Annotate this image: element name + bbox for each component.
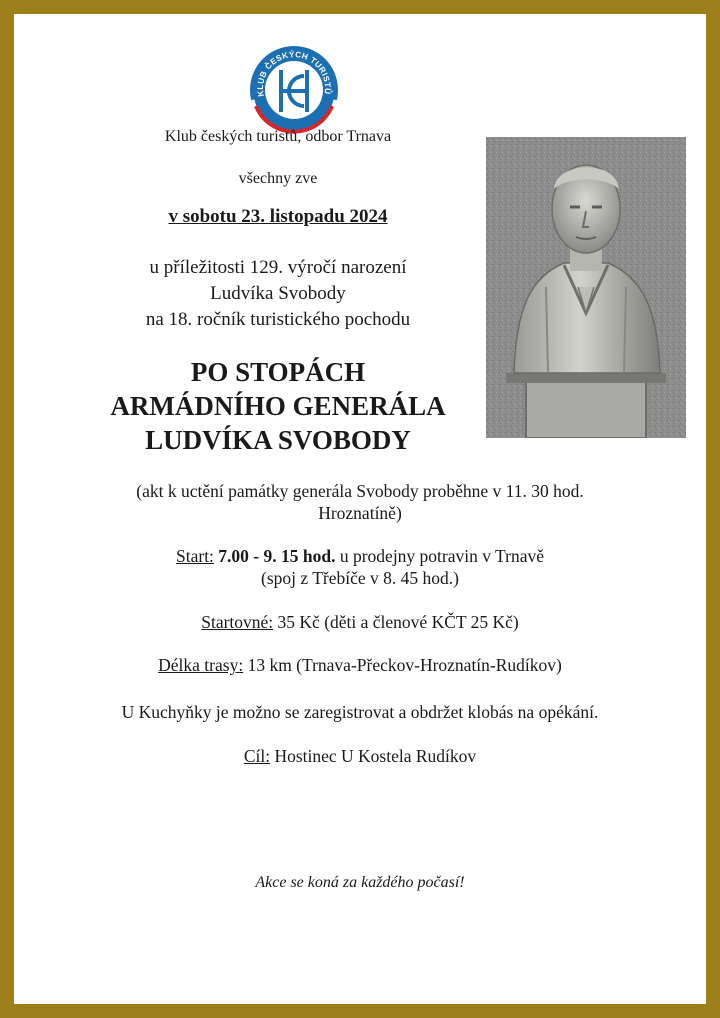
occasion-line-3: na 18. ročník turistického pochodu: [145, 309, 411, 330]
invite-text: všechny zve: [238, 170, 318, 187]
start-place: u prodejny potravin v Trnavě: [339, 546, 544, 566]
finish-label: Cíl:: [243, 746, 271, 766]
finish-value: Hostinec U Kostela Rudíkov: [274, 746, 477, 766]
logo-ring-text: KLUB ČESKÝCH TURISTŮ: [255, 50, 333, 98]
route-value: 13 km (Trnava-Přeckov-Hroznatín-Rudíkov): [247, 655, 562, 675]
route-label: Délka trasy:: [158, 655, 244, 675]
start-label: Start:: [176, 546, 214, 566]
event-title-line-2: ARMÁDNÍHO GENERÁLA: [110, 391, 446, 421]
registration-note: U Kuchyňky je možno se zaregistrovat a obdržet klobás na opékání.: [121, 702, 599, 722]
start-bus-connection: (spoj z Třebíče v 8. 45 hod.): [261, 568, 459, 588]
poster-sheet: [14, 14, 706, 1004]
fee-label: Startovné:: [201, 612, 274, 632]
event-title-line-3: LUDVÍKA SVOBODY: [145, 425, 411, 455]
weather-note: Akce se koná za každého počasí!: [255, 874, 465, 891]
route-line: [14, 655, 706, 676]
occasion-line-2: Ludvíka Svobody: [210, 283, 346, 304]
fee-value: 35 Kč (děti a členové KČT 25 Kč): [277, 612, 519, 632]
occasion-line-1: u příležitosti 129. výročí narození: [149, 257, 407, 278]
start-line: [14, 546, 706, 567]
kct-logo: [244, 40, 344, 140]
ceremony-line-2: Hroznatíně): [318, 503, 402, 523]
event-title-line-1: PO STOPÁCH: [190, 357, 366, 387]
event-date: v sobotu 23. listopadu 2024: [168, 206, 388, 227]
club-name: Klub českých turistů, odbor Trnava: [164, 128, 392, 145]
finish-line: [14, 746, 706, 767]
fee-line: [14, 612, 706, 633]
start-time: 7.00 - 9. 15 hod.: [218, 546, 336, 566]
ceremony-line-1: (akt k uctění památky generála Svobody proběhne v 11. 30 hod.: [136, 481, 584, 501]
